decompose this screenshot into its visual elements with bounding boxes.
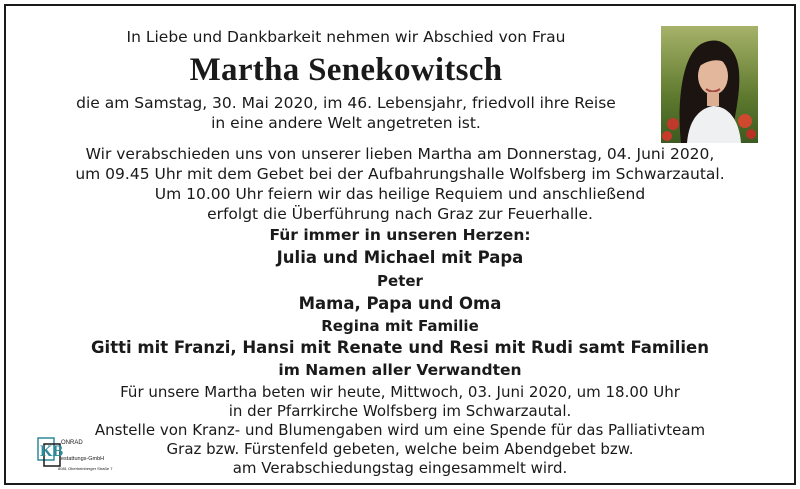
- logo-company-top: ONRAD: [61, 440, 83, 446]
- deceased-name: Martha Senekowitsch: [189, 52, 503, 88]
- logo-address: 8081 Oberheinberger Straße 7: [58, 466, 113, 471]
- closing-line: Für unsere Martha beten wir heute, Mittwoch, 03. Juni 2020, um 18.00 Uhr: [120, 383, 680, 401]
- farewell-line: Wir verabschieden uns von unserer lieben Martha am Donnerstag, 04. Juni 2020,: [85, 145, 715, 163]
- death-line: die am Samstag, 30. Mai 2020, im 46. Lebensjahr, friedvoll ihre Reise: [76, 94, 616, 112]
- mourner-line: Julia und Michael mit Papa: [276, 248, 524, 267]
- death-line: in eine andere Welt angetreten ist.: [211, 114, 481, 132]
- mourner-line: Mama, Papa und Oma: [298, 294, 502, 313]
- farewell-line: erfolgt die Überführung nach Graz zur Feuerhalle.: [207, 205, 593, 223]
- mourners-heading: Für immer in unseren Herzen:: [269, 226, 531, 244]
- intro-text: In Liebe und Dankbarkeit nehmen wir Abschied von Frau: [126, 28, 566, 46]
- closing-line: Graz bzw. Fürstenfeld gebeten, welche beim Abendgebet bzw.: [166, 440, 634, 458]
- logo-graphic: [36, 436, 120, 476]
- closing-line: in der Pfarrkirche Wolfsberg im Schwarzautal.: [228, 402, 572, 420]
- mourner-line: Peter: [377, 272, 423, 290]
- logo-letters: KB: [40, 443, 64, 460]
- closing-line: am Verabschiedungstag eingesammelt wird.: [232, 459, 568, 477]
- logo-company-line: estattungs-GmbH: [61, 456, 105, 462]
- mourner-line: Regina mit Familie: [321, 317, 479, 335]
- closing-line: Anstelle von Kranz- und Blumengaben wird um eine Spende für das Palliativteam: [94, 421, 706, 439]
- mourner-line: Gitti mit Franzi, Hansi mit Renate und Resi mit Rudi samt Familien: [91, 338, 709, 357]
- farewell-line: um 09.45 Uhr mit dem Gebet bei der Aufbahrungshalle Wolfsberg im Schwarzautal.: [75, 165, 725, 183]
- obituary-card: [4, 4, 796, 485]
- portrait-photo: [661, 26, 758, 143]
- portrait-image: [661, 26, 758, 143]
- farewell-line: Um 10.00 Uhr feiern wir das heilige Requiem und anschließend: [154, 185, 646, 203]
- funeral-home-logo: [36, 436, 120, 476]
- mourner-line: im Namen aller Verwandten: [278, 361, 522, 379]
